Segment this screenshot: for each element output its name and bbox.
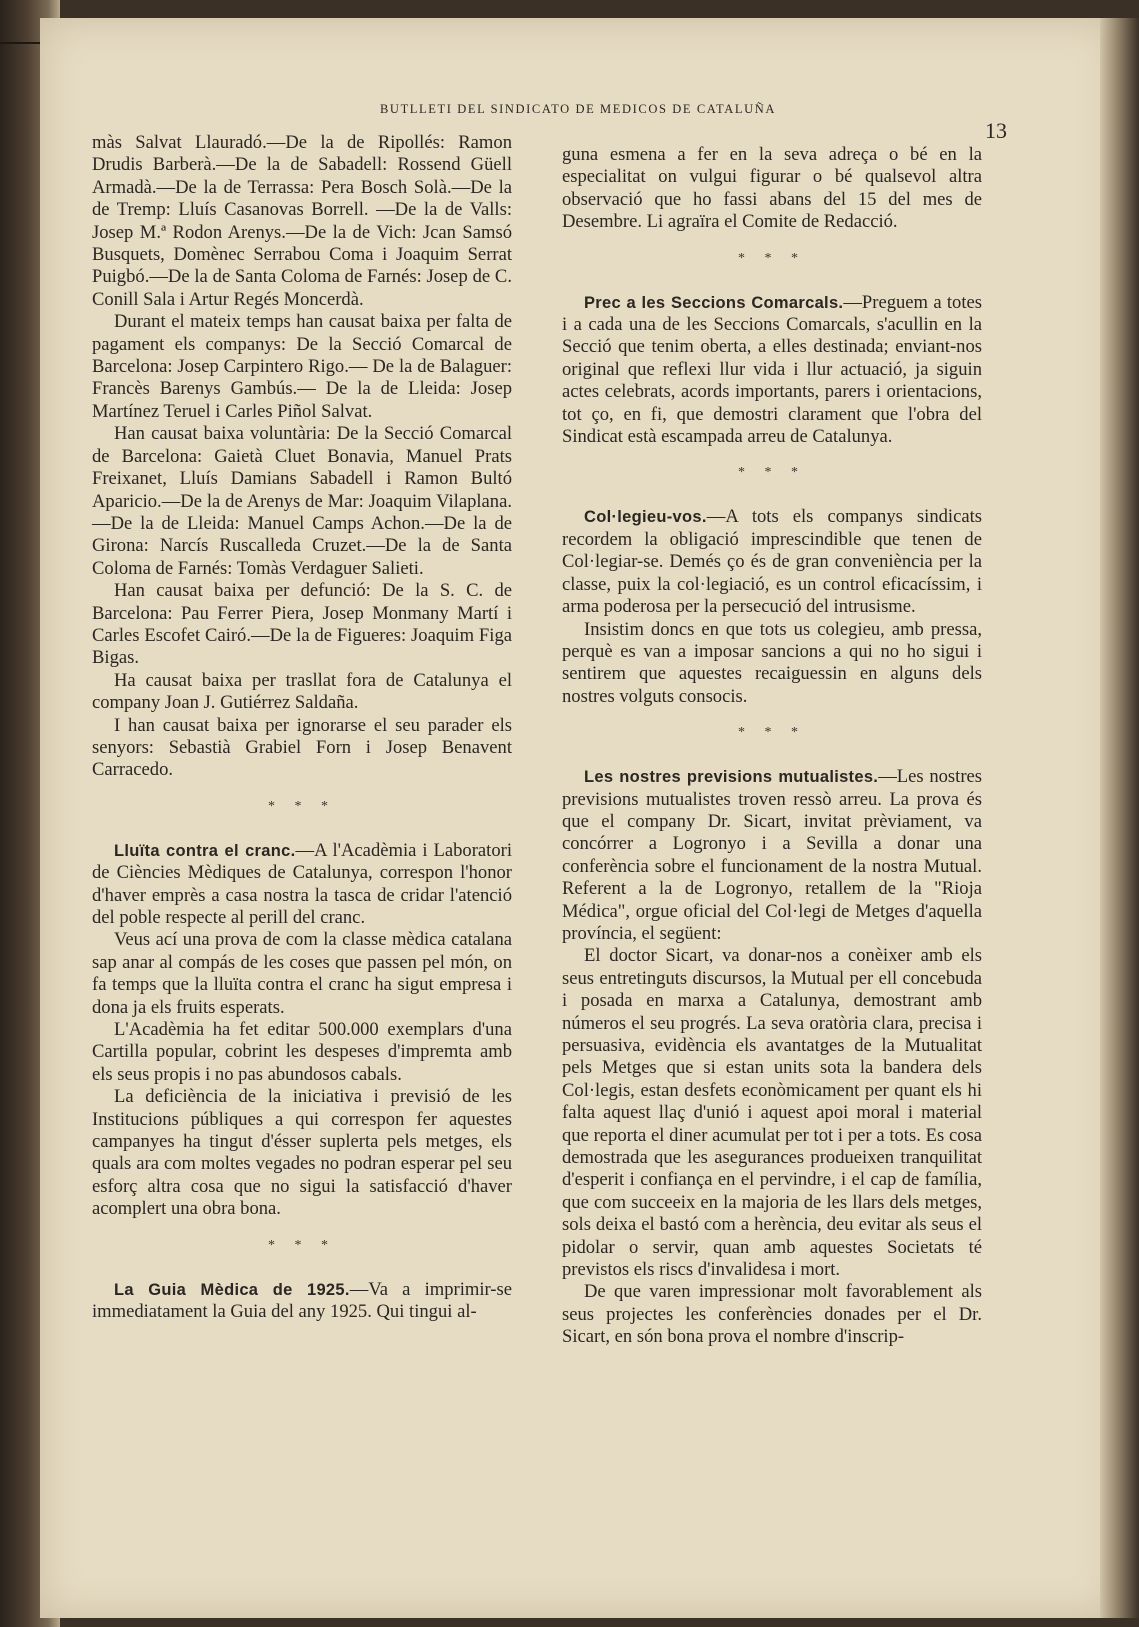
paragraph: Durant el mateix temps han causat baixa per falta de pagament els companys: De la Secció Comarcal de Barcelona: Josep Carpintero Rigo.— De la de Balaguer: Francès Barenys Gambús.— De la de Lleida: Josep Martínez Teruel i Carles Piñol Salvat. [92,311,512,422]
paragraph: Insistim doncs en que tots us colegieu, amb pressa, perquè es van a imposar sancions a qui no ho sigui i sentirem que aquestes recaiguessin en alguns dels nostres volguts consocis. [562,618,982,707]
paragraph: guna esmena a fer en la seva adreça o bé en la especialitat on vulgui figurar o bé qualsevol altra observació que ho fassi abans del 15 del mes de Desembre. Li agraïra el Comite de Redacció. [562,144,982,233]
section-separator: * * * [268,798,336,814]
right-column [562,144,982,1349]
paragraph: I han causat baixa per ignorarse el seu parader els senyors: Sebastià Grabiel Forn i Josep Benavent Carracedo. [92,714,512,781]
section-paragraph [92,840,512,930]
section-text: —A l'Acadèmia i Laboratori de Ciències Mèdiques de Catalunya, correspon l'honor d'haver emprès a casa nostra la tasca de cridar l'atenció del poble respecte al perill del cranc. [92,839,512,928]
paragraph: La deficiència de la iniciativa i previsió de les Institucions públiques a qui correspon fer aquestes campanyes ha tingut d'ésser suplerta pels metges, els quals ara com moltes vegades no podran esperar pel seu esforç altra cosa que no sigui la satisfacció d'haver acomplert una obra bona. [92,1086,512,1220]
section-paragraph [562,506,982,618]
section-heading: Lluïta contra el cranc. [114,841,296,860]
section-separator: * * * [738,725,806,741]
section-heading: Col·legieu-vos. [584,508,707,527]
section-heading: La Guia Mèdica de 1925. [114,1280,350,1299]
section-separator: * * * [738,465,806,481]
paragraph: Veus ací una prova de com la classe mèdica catalana sap anar al compás de les coses que passen pel món, on fa temps que la lluïta contra el cranc ha sigut empresa i dona ja els fruits esperats. [92,929,512,1018]
section-paragraph [562,292,982,449]
section-heading: Les nostres previsions mutualistes. [584,768,879,787]
section-separator: * * * [268,1237,336,1253]
section-text: —Preguem a totes i a cada una de les Seccions Comarcals, s'acullin en la Secció que tenim oberta, a elles destinada; enviant-nos original que reflexi llur vida i llur actuació, ja siguin actes celebrats, acords importants, parers i orientacions, tot ço, en fi, que demostri clarament que l'obra del Sindicat està escampada arreu de Catalunya. [562,291,982,448]
left-column [92,132,512,1324]
section-text: —A tots els companys sindicats recordem la obligació imprescindible que tenen de Col·legiar-se. Demés ço és de gran conveniència per la classe, puix la col·legiació, es un control eficacíssim, i arma poderosa per la persecució del intrusisme. [562,506,982,618]
section-text: —Les nostres previsions mutualistes troven ressò arreu. La prova és que el company Dr. Sicart, invitat prèviament, va concórrer a Logronyo i a Sevilla a donar una conferència sobre el funcionament de la nostra Mutual. Referent a la de Logronyo, retallem de la "Rioja Médica", orgue oficial del Col·legi de Metges d'aquella província, el següent: [562,766,982,944]
paragraph: L'Acadèmia ha fet editar 500.000 exemplars d'una Cartilla popular, cobrint les despeses d'impremta amb els seus propis i no pas abundosos cabals. [92,1019,512,1085]
paragraph: El doctor Sicart, va donar-nos a conèixer amb els seus entretinguts discursos, la Mutual per ell concebuda i posada en marxa a Catalunya, demostrant amb números el seu progrés. La seva oratòria clara, precisa i persuasiva, evidència els avantatges de la Mutualitat pels Metges que si estan units sota la bandera dels Col·legis, estan desfets econòmicament per quant els hi falta aquest llaç d'unió i aquest apoi moral i material que reporta el diner acumulat per tot i per a tots. Es cosa demostrada que les asegurances produeixen tranquilitat d'esperit i confiança en el pervindre, i el cap de família, que com succeeix en la majoria de les llars dels metges, sols deixa el bastó com a herència, deu evitar als seus el pidolar o servir, quan amb aquestes Societats té previstos els riscs d'invalidesa i mort. [562,945,982,1281]
section-paragraph [562,766,982,945]
paragraph: Ha causat baixa per trasllat fora de Catalunya el company Joan J. Gutiérrez Saldaña. [92,669,512,714]
scanned-page [40,18,1118,1618]
section-paragraph [92,1279,512,1324]
paragraph: Han causat baixa per defunció: De la S. C. de Barcelona: Pau Ferrer Piera, Josep Monmany Martí i Carles Escofet Cairó.—De la de Figueres: Joaquim Figa Bigas. [92,580,512,669]
section-text: —Va a imprimir-se immediatament la Guia del any 1925. Qui tingui al- [92,1278,512,1323]
section-separator: * * * [738,250,806,266]
page-edge-shadow [1100,18,1139,1618]
paragraph: De que varen impressionar molt favorablement als seus projectes les conferències donades per el Dr. Sicart, en són bona prova el nombre d'inscrip- [562,1281,982,1348]
running-title: BUTLLETI DEL SINDICATO DE MEDICOS DE CATALUÑA [380,102,776,116]
page-number: 13 [985,118,1007,143]
paragraph: màs Salvat Llauradó.—De la de Ripollés: Ramon Drudis Barberà.—De la de Sabadell: Rossend Güell Armadà.—De la de Terrassa: Pera Bosch Solà.—De la de Tremp: Lluís Casanovas Borrell. —De la de Valls: Josep M.ª Rodon Arenys.—De la de Vich: Jcan Samsó Busquets, Domènec Serrabou Coma i Joaquim Serrat Puigbó.—De la de Santa Coloma de Farnés: Josep de C. Conill Sala i Artur Regés Moncerdà. [92,132,512,310]
section-heading: Prec a les Seccions Comarcals. [584,293,844,312]
paragraph: Han causat baixa voluntària: De la Secció Comarcal de Barcelona: Gaietà Cluet Bonavia, Manuel Prats Freixanet, Lluís Damians Sabadell i Ramon Bultó Aparicio.—De la de Arenys de Mar: Joaquim Vilaplana.—De la de Lleida: Manuel Camps Achon.—De la de Girona: Narcís Ruscalleda Cruzet.—De la de Santa Coloma de Farnés: Tomàs Verdaguer Salieti. [92,423,512,579]
